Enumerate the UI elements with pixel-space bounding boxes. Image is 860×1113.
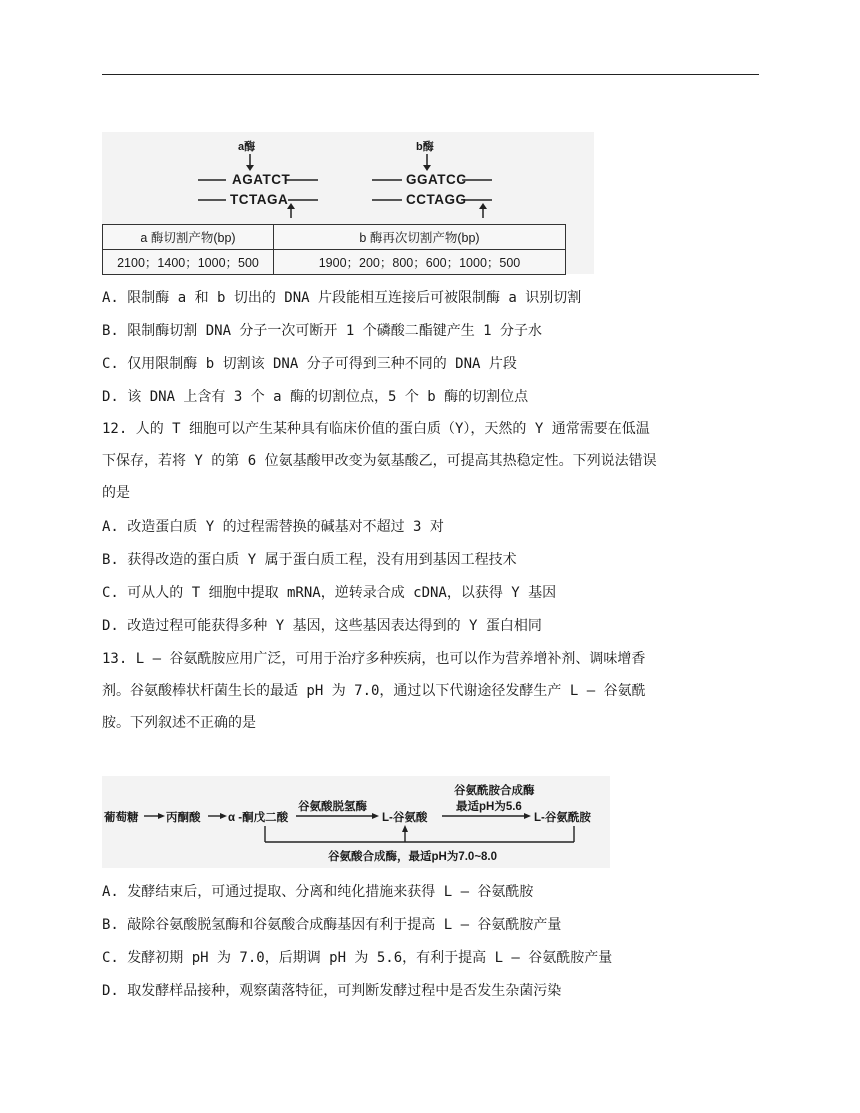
q13-option-d: D. 取发酵样品接种，观察菌落特征，可判断发酵过程中是否发生杂菌污染	[102, 983, 562, 999]
q12-option-c: C. 可从人的 T 细胞中提取 mRNA，逆转录合成 cDNA，以获得 Y 基因	[102, 585, 557, 601]
l-glutamine-label: L-谷氨酰胺	[534, 812, 591, 824]
q13-option-c: C. 发酵初期 pH 为 7.0，后期调 pH 为 5.6，有利于提高 L – 谷氨酰胺产量	[102, 950, 613, 966]
q11-option-a: A. 限制酶 a 和 b 切出的 DNA 片段能相互连接后可被限制酶 a 识别切割	[102, 290, 582, 306]
q11-option-b: B. 限制酶切割 DNA 分子一次可断开 1 个磷酸二酯键产生 1 分子水	[102, 323, 543, 339]
seq-b-bottom: CCTAGG	[406, 192, 467, 207]
q12-option-d: D. 改造过程可能获得多种 Y 基因，这些基因表达得到的 Y 蛋白相同	[102, 618, 542, 634]
q13-option-a: A. 发酵结束后，可通过提取、分离和纯化措施来获得 L – 谷氨酰胺	[102, 884, 534, 900]
restriction-enzyme-figure	[102, 132, 594, 274]
enzyme-glutamate-dehydrogenase-label: 谷氨酸脱氢酶	[298, 801, 367, 813]
enzyme-a-label: a酶	[238, 141, 256, 153]
metabolic-pathway-figure	[102, 776, 610, 868]
pyruvate-label: 丙酮酸	[166, 812, 201, 824]
table-values-b: 1900；200；800；600；1000；500	[274, 250, 566, 275]
q13-stem-line-3: 胺。下列叙述不正确的是	[102, 715, 256, 731]
enzyme-b-label: b酶	[416, 141, 434, 153]
q12-stem-line-2: 下保存，若将 Y 的第 6 位氨基酸甲改变为氨基酸乙，可提高其热稳定性。下列说法错误	[102, 453, 657, 469]
table-header-a: a 酶切割产物(bp)	[103, 225, 274, 250]
q13-stem-line-2: 剂。谷氨酸棒状杆菌生长的最适 pH 为 7.0，通过以下代谢途径发酵生产 L – 谷氨酰	[102, 683, 646, 699]
alpha-ketoglutarate-label: α -酮戊二酸	[228, 812, 289, 824]
table-header-b: b 酶再次切割产物(bp)	[274, 225, 566, 250]
q12-stem-line-3: 的是	[102, 485, 130, 501]
seq-a-bottom: TCTAGA	[230, 192, 289, 207]
l-glutamate-label: L-谷氨酸	[382, 812, 428, 824]
glucose-label: 葡萄糖	[104, 812, 139, 824]
cut-products-table	[102, 224, 566, 275]
seq-a-top: AGATCT	[232, 172, 291, 187]
enzyme-glutamine-synthetase-label: 谷氨酰胺合成酶	[454, 785, 535, 797]
q12-option-b: B. 获得改造的蛋白质 Y 属于蛋白质工程，没有用到基因工程技术	[102, 552, 517, 568]
q13-stem-line-1: 13. L – 谷氨酰胺应用广泛，可用于治疗多种疾病，也可以作为营养增补剂、调味增香	[102, 651, 646, 667]
q11-option-c: C. 仅用限制酶 b 切割该 DNA 分子可得到三种不同的 DNA 片段	[102, 356, 517, 372]
header-rule	[102, 74, 759, 75]
table-values-a: 2100；1400；1000；500	[103, 250, 274, 275]
seq-b-top: GGATCC	[406, 172, 467, 187]
q13-option-b: B. 敲除谷氨酸脱氢酶和谷氨酸合成酶基因有利于提高 L – 谷氨酰胺产量	[102, 917, 562, 933]
q12-option-a: A. 改造蛋白质 Y 的过程需替换的碱基对不超过 3 对	[102, 519, 444, 535]
q12-stem-line-1: 12. 人的 T 细胞可以产生某种具有临床价值的蛋白质（Y），天然的 Y 通常需要在低温	[102, 421, 650, 437]
glutamine-synthetase-ph-label: 最适pH为5.6	[456, 801, 522, 813]
q11-option-d: D. 该 DNA 上含有 3 个 a 酶的切割位点，5 个 b 酶的切割位点	[102, 389, 529, 405]
enzyme-glutamate-synthase-label: 谷氨酸合成酶，最适pH为7.0~8.0	[328, 851, 498, 863]
